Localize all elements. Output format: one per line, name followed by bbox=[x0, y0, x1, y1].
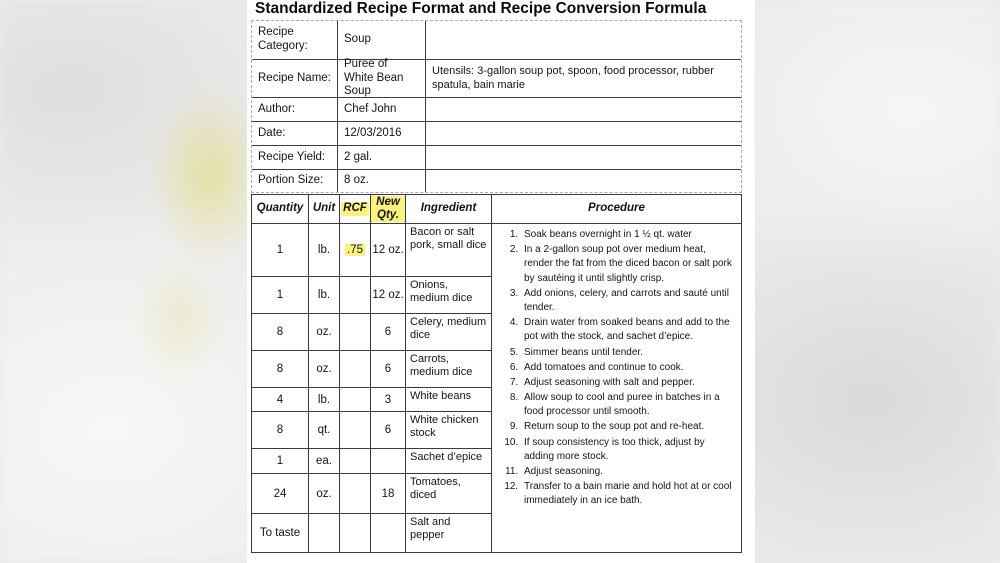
new-qty-cell bbox=[370, 513, 405, 552]
procedure-step: 5. Simmer beans until tender. bbox=[521, 346, 737, 360]
info-extra-cell bbox=[425, 145, 741, 169]
procedure-step: 7. Adjust seasoning with salt and pepper. bbox=[521, 376, 737, 390]
qty-cell: 8 bbox=[252, 411, 308, 448]
unit-cell: lb. bbox=[308, 387, 339, 411]
info-value-cell: Chef John bbox=[337, 97, 425, 121]
ingredient-cell: Tomatoes, diced bbox=[405, 473, 491, 513]
rcf-header bbox=[339, 195, 370, 223]
rcf-cell bbox=[339, 387, 370, 411]
unit-cell: ea. bbox=[308, 448, 339, 473]
ingredient-cell: White beans bbox=[405, 387, 491, 411]
procedure-step: 10. If soup consistency is too thick, adjust by adding more stock. bbox=[521, 436, 737, 464]
info-value-cell: Soup bbox=[337, 21, 425, 59]
qty-cell: 8 bbox=[252, 313, 308, 350]
ingredient-cell: Sachet d’epice bbox=[405, 448, 491, 473]
unit-cell: lb. bbox=[308, 223, 339, 276]
unit-header: Unit bbox=[308, 195, 339, 223]
procedure-step: 11. Adjust seasoning. bbox=[521, 465, 737, 479]
procedure-steps-list bbox=[494, 228, 737, 509]
info-label-cell: Portion Size: bbox=[252, 169, 337, 192]
rcf-cell bbox=[339, 350, 370, 387]
info-value-cell: 2 gal. bbox=[337, 145, 425, 169]
rcf-cell bbox=[339, 411, 370, 448]
info-label-cell: Recipe Yield: bbox=[252, 145, 337, 169]
unit-cell: lb. bbox=[308, 276, 339, 313]
procedure-step: 6. Add tomatoes and continue to cook. bbox=[521, 361, 737, 375]
unit-cell bbox=[308, 513, 339, 552]
rcf-cell bbox=[339, 448, 370, 473]
ingredient-cell: Carrots, medium dice bbox=[405, 350, 491, 387]
new-qty-cell: 6 bbox=[370, 411, 405, 448]
procedure-cell bbox=[491, 223, 741, 552]
ingredient-cell: Salt and pepper bbox=[405, 513, 491, 552]
procedure-step: 3. Add onions, celery, and carrots and sauté until tender. bbox=[521, 287, 737, 315]
info-extra-cell bbox=[425, 21, 741, 59]
qty-cell: To taste bbox=[252, 513, 308, 552]
new-qty-cell: 6 bbox=[370, 350, 405, 387]
info-extra-cell bbox=[425, 97, 741, 121]
qty-cell: 4 bbox=[252, 387, 308, 411]
qty-cell: 1 bbox=[252, 223, 308, 276]
info-value-cell: 8 oz. bbox=[337, 169, 425, 192]
rcf-cell bbox=[339, 276, 370, 313]
info-label-cell: Author: bbox=[252, 97, 337, 121]
procedure-header: Procedure bbox=[491, 195, 741, 223]
new-qty-cell bbox=[370, 448, 405, 473]
info-value-cell: 12/03/2016 bbox=[337, 121, 425, 145]
qty-cell: 8 bbox=[252, 350, 308, 387]
rcf-cell bbox=[339, 313, 370, 350]
procedure-step: 12. Transfer to a bain marie and hold hot at or cool immediately in an ice bath. bbox=[521, 480, 737, 508]
rcf-cell bbox=[339, 513, 370, 552]
ingredient-header: Ingredient bbox=[405, 195, 491, 223]
unit-cell: qt. bbox=[308, 411, 339, 448]
new-qty-cell: 18 bbox=[370, 473, 405, 513]
rcf-header-highlight: RCF bbox=[343, 202, 367, 215]
procedure-step: 8. Allow soup to cool and puree in batches in a food processor until smooth. bbox=[521, 391, 737, 419]
procedure-step: 2. In a 2-gallon soup pot over medium heat, render the fat from the diced bacon or salt pork by sautéing it until slightly crisp. bbox=[521, 243, 737, 286]
info-extra-cell: Utensils: 3-gallon soup pot, spoon, food processor, rubber spatula, bain marie bbox=[425, 59, 741, 97]
qty-cell: 1 bbox=[252, 276, 308, 313]
info-extra-cell bbox=[425, 121, 741, 145]
quantity-header: Quantity bbox=[256, 202, 304, 215]
recipe-document-page bbox=[247, 0, 755, 563]
ingredient-cell: Onions, medium dice bbox=[405, 276, 491, 313]
rcf-value-highlight: .75 bbox=[347, 244, 363, 256]
rcf-cell bbox=[339, 473, 370, 513]
info-label-cell: Date: bbox=[252, 121, 337, 145]
info-extra-cell bbox=[425, 169, 741, 192]
recipe-conversion-table bbox=[251, 194, 742, 553]
page-title: Standardized Recipe Format and Recipe Conversion Formula bbox=[255, 0, 707, 17]
procedure-step: 1. Soak beans overnight in 1 ½ qt. water bbox=[521, 228, 737, 242]
new-qty-header bbox=[370, 195, 405, 223]
rcf-cell bbox=[339, 223, 370, 276]
ingredient-cell: White chicken stock bbox=[405, 411, 491, 448]
new-qty-cell: 3 bbox=[370, 387, 405, 411]
unit-cell: oz. bbox=[308, 313, 339, 350]
recipe-info-table bbox=[251, 20, 742, 193]
new-qty-cell: 12 oz. bbox=[370, 276, 405, 313]
new-qty-header-highlight: New Qty. bbox=[371, 196, 405, 222]
qty-cell: 1 bbox=[252, 448, 308, 473]
procedure-step: 9. Return soup to the soup pot and re-heat. bbox=[521, 420, 737, 434]
info-label-cell: Recipe Name: bbox=[252, 59, 337, 97]
info-value-cell: Puree of White Bean Soup bbox=[337, 59, 425, 97]
ingredient-cell: Celery, medium dice bbox=[405, 313, 491, 350]
procedure-step: 4. Drain water from soaked beans and add to the pot with the stock, and sachet d’epice. bbox=[521, 316, 737, 344]
qty-cell: 24 bbox=[252, 473, 308, 513]
new-qty-cell: 12 oz. bbox=[370, 223, 405, 276]
info-label-cell: Recipe Category: bbox=[258, 26, 308, 52]
unit-cell: oz. bbox=[308, 350, 339, 387]
ingredient-cell: Bacon or salt pork, small dice bbox=[405, 223, 491, 276]
unit-cell: oz. bbox=[308, 473, 339, 513]
new-qty-cell: 6 bbox=[370, 313, 405, 350]
